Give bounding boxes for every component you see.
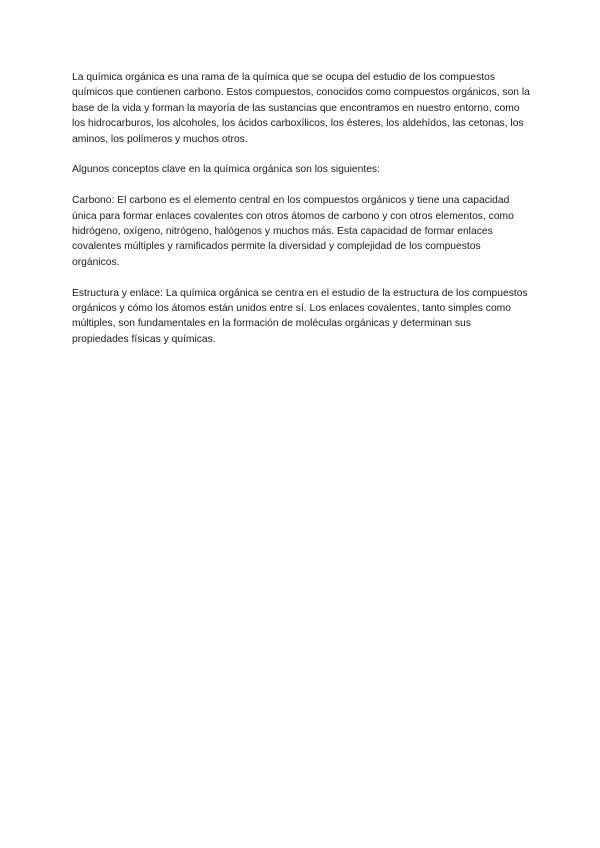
paragraph-carbono: Carbono: El carbono es el elemento central en los compuestos orgánicos y tiene una capacidad única para formar enlaces covalentes con otros átomos de carbono y con otros elementos, como hidrógeno, oxígeno, nitrógeno, halógenos y muchos más. Esta capacidad de formar enlaces covalentes múltiples y ramificados permite la diversidad y complejidad de los compuestos orgánicos.: [72, 195, 514, 268]
document-body: [72, 70, 530, 363]
paragraph-estructura-enlace: Estructura y enlace: La química orgánica se centra en el estudio de la estructura de los compuestos orgánicos y cómo los átomos están unidos entre sí. Los enlaces covalentes, tanto simples como múltiples, son fundamentales en la formación de moléculas orgánicas y determinan sus propiedades físicas y químicas.: [72, 287, 528, 345]
paragraph-intro: La química orgánica es una rama de la química que se ocupa del estudio de los compuestos químicos que contienen carbono. Estos compuestos, conocidos como compuestos orgánicos, son la base de la vida y forman la mayoría de las sustancias que encontramos en nuestro entorno, como los hidrocarburos, los alcoholes, los ácidos carboxílicos, los ésteres, los aldehídos, las cetonas, los aminos, los polímeros y muchos otros.: [72, 72, 530, 145]
paragraph-key-concepts: Algunos conceptos clave en la química orgánica son los siguientes:: [72, 164, 380, 176]
